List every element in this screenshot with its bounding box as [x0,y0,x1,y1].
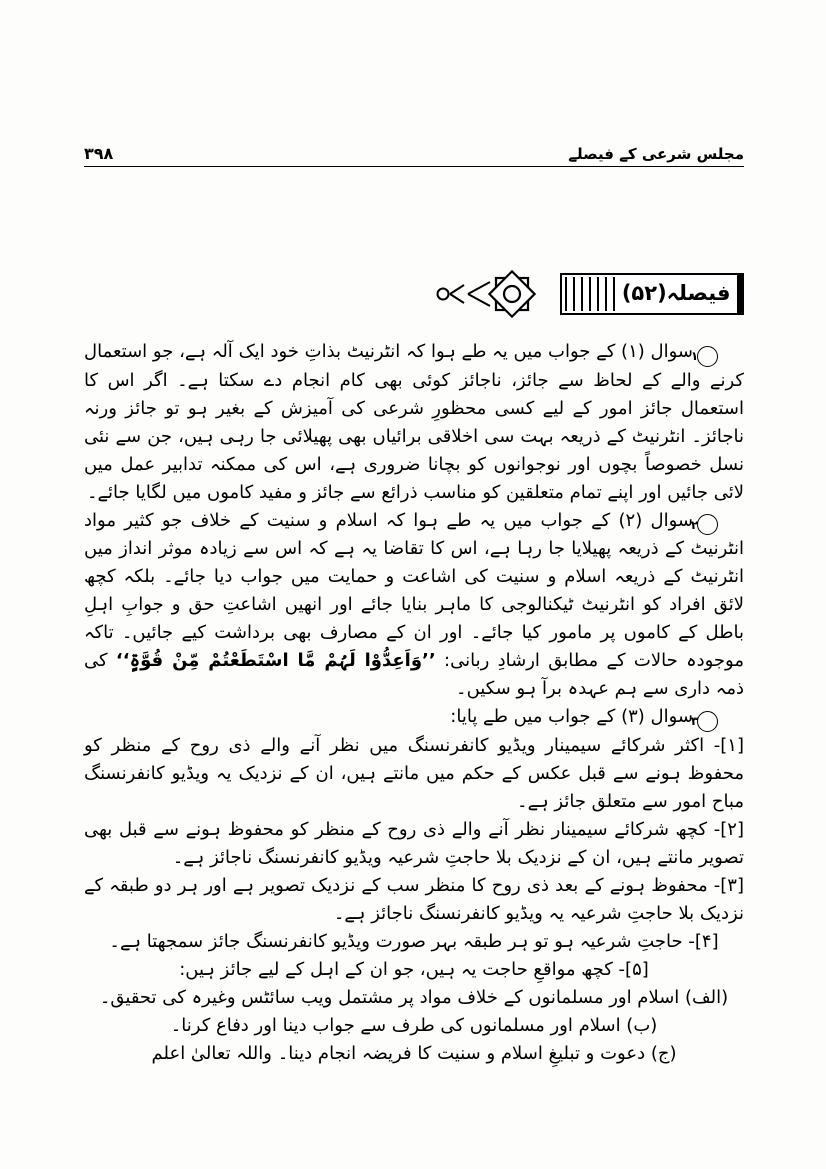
decision-label: فیصلہ(۵۲) [621,281,731,305]
text-run: [۲]- کچھ شرکائے سیمینار نظر آنے والے ذی روح کے منظر کو محفوظ ہونے سے قبل بھی تصویر مانتے ہیں، ان کے نزدیک بلا حاجتِ شرعیہ ویڈیو کانفرنسنگ ناجائز ہے۔ [84,818,744,868]
text-run: (ج) دعوت و تبلیغِ اسلام و سنیت کا فریضہ انجام دینا۔ واللہ تعالیٰ اعلم [151,1042,677,1064]
text-run: سوال (۱) کے جواب میں یہ طے ہوا کہ انٹرنیٹ بذاتِ خود ایک آلہ ہے، جو استعمال کرنے والے کے لحاظ سے جائز، ناجائز کوئی بھی کام انجام دے سکتا ہے۔ اگر اس کا استعمال جائز امور کے لیے کسی محظورِ شرعی کی آمیزش کے بغیر ہو تو جائز ورنہ ناجائز۔ انٹرنیٹ کے ذریعہ بہت سی اخلاقی برائیاں بھی پھیلائی جا رہی ہیں، جن سے نئی نسل خصوصاً بچوں اور نوجوانوں کو بچانا ضروری ہے، اس کی ممکنہ تدابیر عمل میں لائی جائیں اور اپنے تمام متعلقین کو مناسب ذرائع سے جائز و مفید کاموں میں لگایا جائے۔ [84,341,744,503]
decision-heading [434,270,744,318]
subitem-be [84,1012,744,1040]
circled-number: ۳ [697,711,718,732]
item-5 [84,956,744,984]
item-4 [84,928,744,956]
subitem-jeem [84,1040,744,1068]
answer-question-2 [84,507,744,704]
text-run: کی ذمہ داری سے ہم عہدہ برآ ہو سکیں۔ [84,650,744,699]
answer-question-3-heading [84,703,744,732]
page-number: ۳۹۸ [84,144,114,163]
hatch-lines [565,277,618,311]
text-run: [۱]- اکثر شرکائے سیمینار ویڈیو کانفرنسنگ میں نظر آنے والے ذی روح کے منظر کو محفوظ ہونے سے قبل عکس کے حکم میں مانتے ہیں، ان کے نزدیک یہ ویڈیو کانفرنسنگ مباح امور سے متعلق جائز ہے۔ [84,734,744,812]
circled-number: ۲ [697,514,718,535]
running-title: مجلس شرعی کے فیصلے [568,145,744,163]
item-1 [84,732,744,816]
text-run: ’’وَاَعِدُّوْا لَہُمْ مَّا اسْتَطَعْتُمْ مِّنْ قُوَّۃٍ‘‘ [115,650,436,671]
decision-label-box [560,273,744,315]
text-run: (ب) اسلام اور مسلمانوں کی طرف سے جواب دینا اور دفاع کرنا۔ [170,1014,658,1036]
subitem-alif [84,984,744,1012]
text-run: (الف) اسلام اور مسلمانوں کے خلاف مواد پر مشتمل ویب سائٹس وغیرہ کی تحقیق۔ [99,986,729,1008]
circled-number: ۱ [697,346,718,367]
text-run: سوال (۳) کے جواب میں طے پایا: [450,706,693,727]
text-run: [۵]- کچھ مواقعِ حاجت یہ ہیں، جو ان کے اہل کے لیے جائز ہیں: [179,958,649,980]
text-run: [۴]- حاجتِ شرعیہ ہو تو ہر طبقہ بہر صورت ویڈیو کانفرنسنگ جائز سمجھتا ہے۔ [109,930,719,952]
box-end-cap [737,275,742,313]
item-3 [84,872,744,928]
text-run: [۳]- محفوظ ہونے کے بعد ذی روح کا منظر سب کے نزدیک تصویر ہے اور ہر دو طبقہ کے نزدیک بلا حاجتِ شرعیہ یہ ویڈیو کانفرنسنگ ناجائز ہے۔ [84,874,744,924]
page-header [84,144,744,167]
item-2 [84,816,744,872]
answer-question-1 [84,338,744,507]
islamic-star-ornament-icon [434,270,556,318]
text-run: سوال (۲) کے جواب میں یہ طے ہوا کہ اسلام و سنیت کے خلاف جو کثیر مواد انٹرنیٹ کے ذریعہ پھیلایا جا رہا ہے، اس کا تقاضا یہ ہے کہ اس سے زیادہ موثر انداز میں انٹرنیٹ کے ذریعہ اسلام و سنیت کی اشاعت و حمایت میں جواب دیا جائے۔ بلکہ کچھ لائق افراد کو انٹرنیٹ ٹیکنالوجی کا ماہر بنایا جائے اور انھیں اشاعتِ حق و جوابِ اہلِ باطل کے کاموں پر مامور کیا جائے۔ اور ان کے مصارف بھی برداشت کیے جائیں۔ تاکہ موجودہ حالات کے مطابق ارشادِ ربانی: [84,509,744,671]
body-text [84,338,744,1068]
